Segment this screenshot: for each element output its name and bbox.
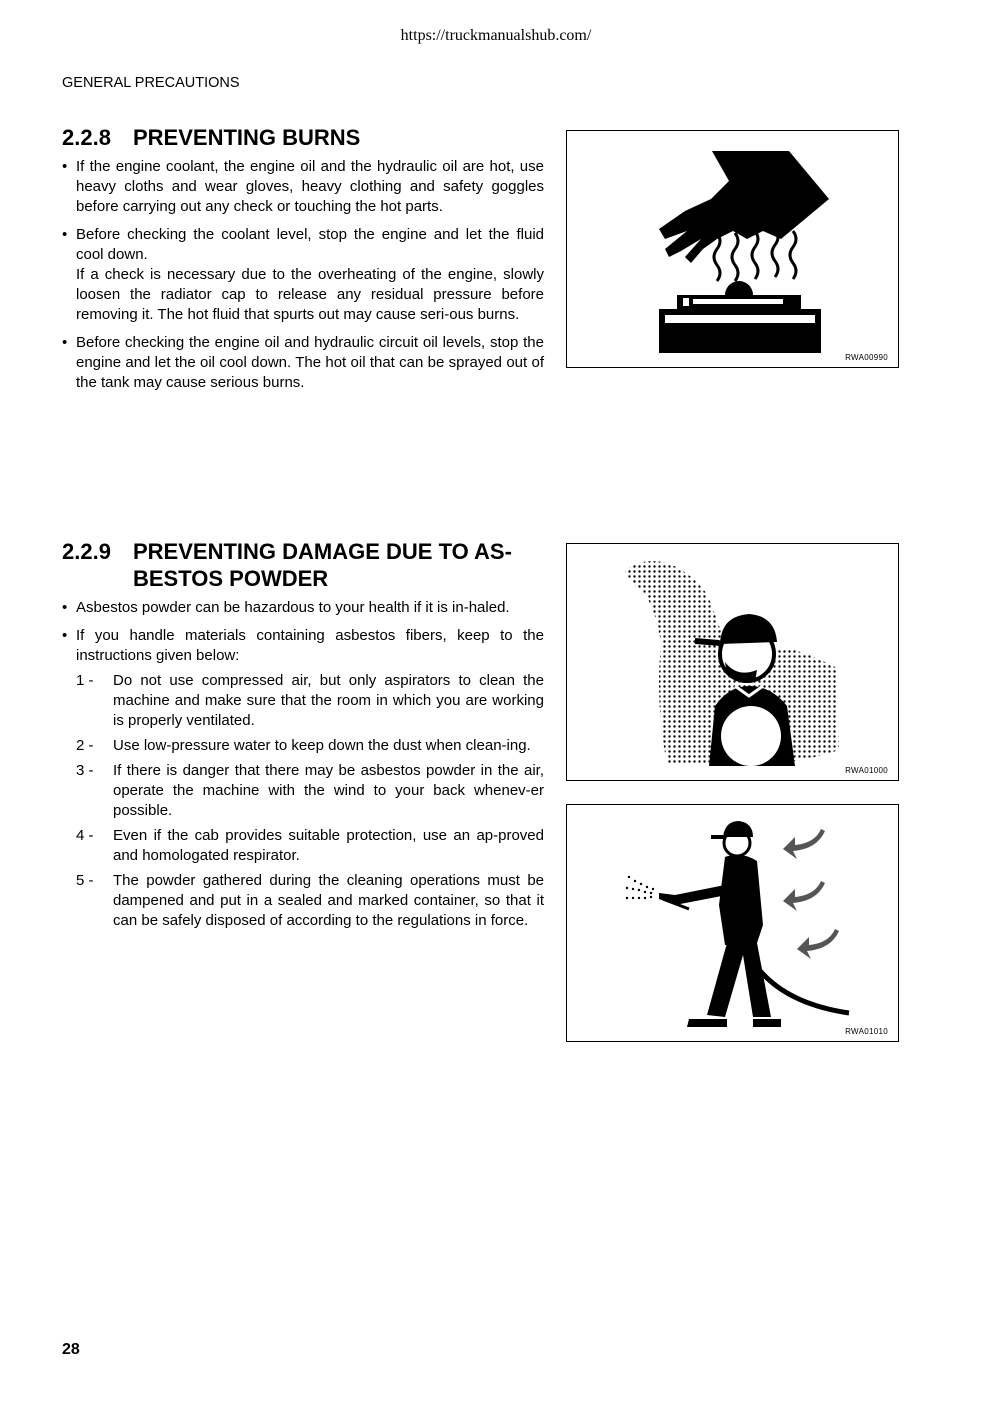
step-text: Use low-pressure water to keep down the dust when clean-ing.: [113, 737, 531, 754]
water-spray-illustration: [567, 805, 898, 1041]
step-text: If there is danger that there may be asbestos powder in the air, operate the machine with the wind to your back whenev-er possible.: [113, 762, 544, 819]
source-url: https://truckmanualshub.com/: [400, 27, 592, 44]
step-text: Even if the cab provides suitable protection, use an ap-proved and homologated respirator.: [113, 827, 544, 864]
page-number: 28: [62, 1341, 80, 1358]
figure-asbestos-dust: [566, 543, 899, 781]
figure-hot-parts: [566, 130, 899, 368]
list-item: [76, 736, 544, 756]
figure-water-spray: [566, 804, 899, 1042]
bullet-continuation: If a check is necessary due to the overheating of the engine, slowly loosen the radiator cap to release any residual pressure before removing it. The hot fluid that spurts out may cause seri-ous burns.: [76, 266, 544, 323]
bullet-item: • Asbestos powder can be hazardous to your health if it is in-haled.: [62, 598, 544, 618]
section-heading: PREVENTING BURNS: [133, 125, 361, 150]
list-item: [76, 671, 544, 731]
bullet-item: • If the engine coolant, the engine oil and the hydraulic oil are hot, use heavy cloths and wear gloves, heavy clothing and safety goggles before carrying out any check or touching the hot parts.: [62, 157, 544, 217]
figure-code: RWA01010: [845, 1027, 888, 1036]
bullet-text: • Before checking the coolant level, stop the engine and let the fluid cool down.: [76, 226, 544, 263]
step-number: 1 -: [76, 672, 98, 689]
step-number: 4 -: [76, 827, 98, 844]
dust-person-illustration: [567, 544, 898, 780]
running-head: GENERAL PRECAUTIONS: [62, 75, 240, 91]
section-number: 2.2.9: [62, 539, 111, 564]
step-text: The powder gathered during the cleaning operations must be dampened and put in a sealed and marked container, so that it can be safely disposed of according to the regulations in force.: [113, 872, 544, 929]
figure-code: RWA01000: [845, 766, 888, 775]
step-text: Do not use compressed air, but only aspirators to clean the machine and make sure that the room in which you are working is properly ventilated.: [113, 672, 544, 729]
step-number: 2 -: [76, 737, 98, 754]
hand-burn-illustration: [567, 131, 898, 367]
section-heading: PREVENTING DAMAGE DUE TO AS-BESTOS POWDER: [133, 539, 512, 591]
section-title: [62, 124, 544, 151]
list-item: [76, 826, 544, 866]
section-preventing-burns: [62, 124, 544, 401]
list-item: [76, 761, 544, 821]
section-title: [62, 538, 544, 592]
step-number: 5 -: [76, 872, 98, 889]
bullet-item: [62, 225, 544, 325]
bullet-item: • Before checking the engine oil and hydraulic circuit oil levels, stop the engine and let the oil cool down. The hot oil that can be sprayed out of the tank may cause serious burns.: [62, 333, 544, 393]
list-item: [76, 871, 544, 931]
figure-code: RWA00990: [845, 353, 888, 362]
bullet-item: • If you handle materials containing asbestos fibers, keep to the instructions given below:: [62, 626, 544, 666]
step-number: 3 -: [76, 762, 98, 779]
section-asbestos-powder: [62, 538, 544, 936]
section-number: 2.2.8: [62, 125, 111, 150]
